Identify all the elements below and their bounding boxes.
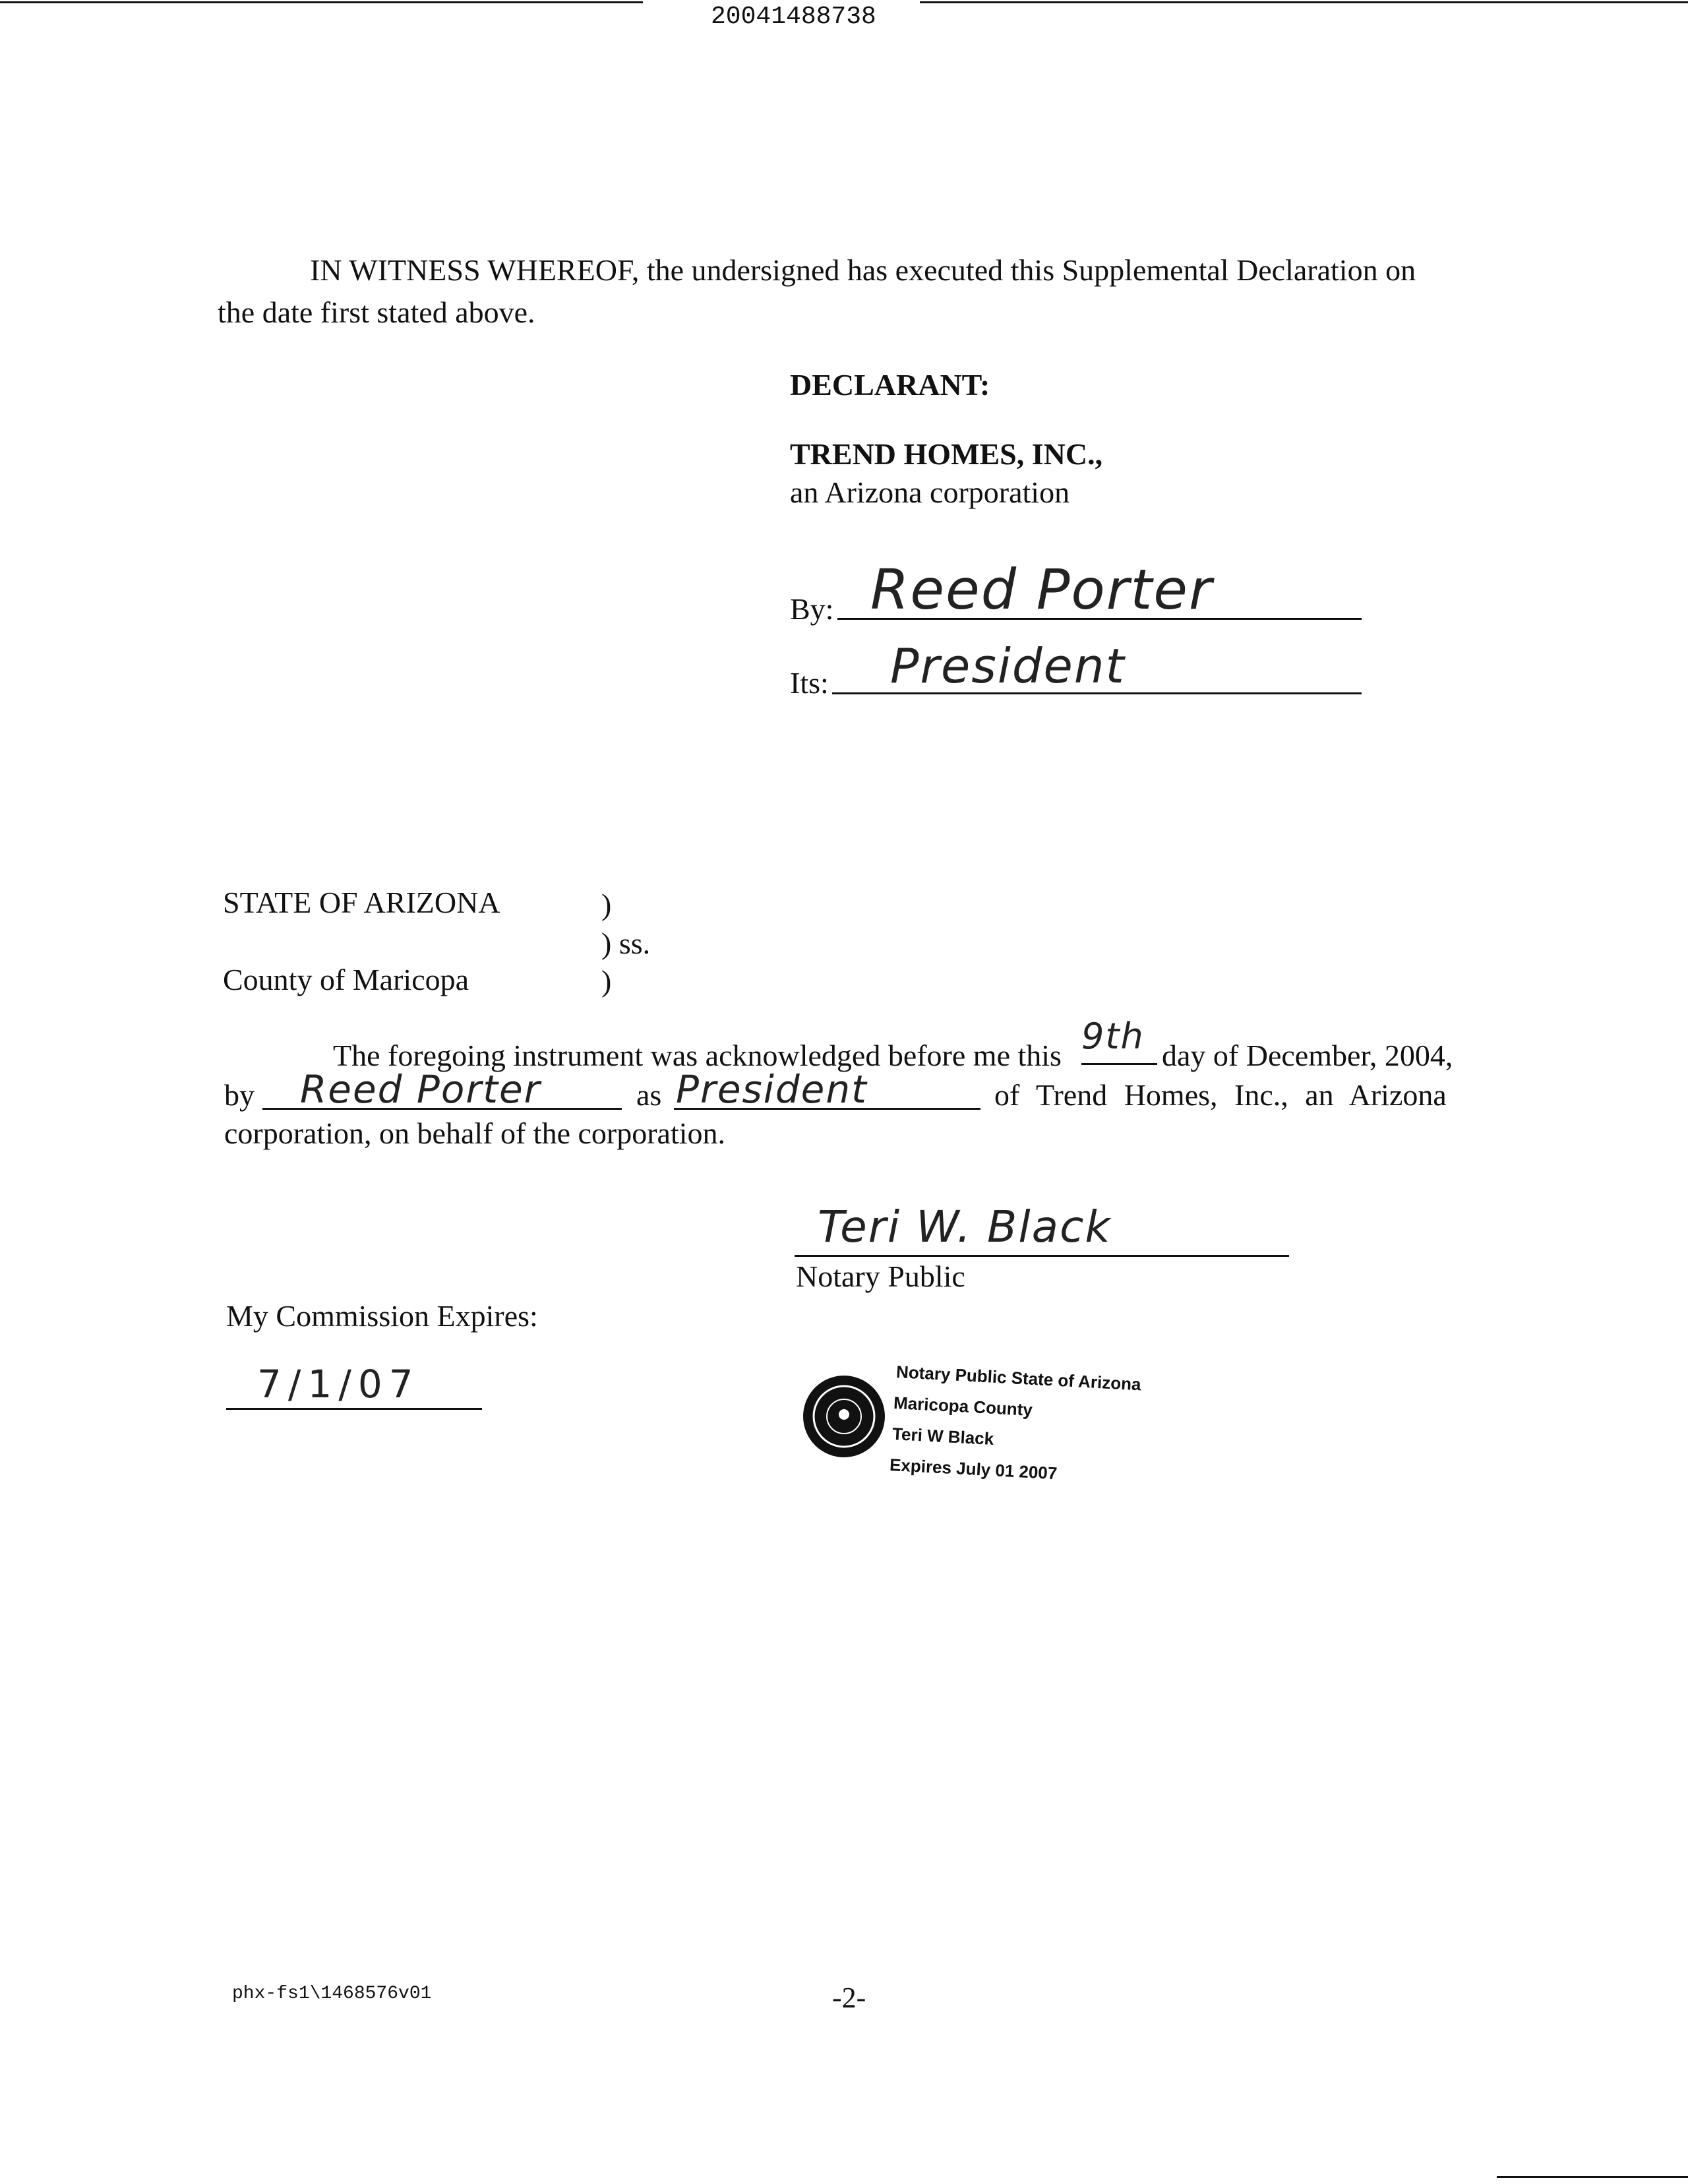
notary-label: Notary Public [796, 1259, 965, 1293]
ack-name-line [262, 1108, 622, 1110]
ack-part-2: day of December, 2004, [1162, 1039, 1453, 1072]
witness-line-1: IN WITNESS WHEREOF, the undersigned has executed this Supplemental Declaration on [310, 253, 1416, 287]
venue-state: STATE OF ARIZONA [223, 886, 500, 919]
commission-date-line [226, 1408, 482, 1410]
company-name: TREND HOMES, INC., [790, 437, 1103, 471]
by-label: By: [790, 592, 834, 626]
footer-doc-id: phx-fs1\1468576v01 [232, 1984, 432, 2004]
ack-part-3: of Trend Homes, Inc., an Arizona [994, 1078, 1447, 1112]
its-label: Its: [790, 666, 829, 700]
ack-title: President [676, 1067, 868, 1112]
ack-part-1: The foregoing instrument was acknowledged before me this [333, 1039, 1062, 1072]
notary-signature-line [795, 1255, 1289, 1257]
company-type: an Arizona corporation [790, 475, 1070, 509]
ack-day: 9th [1081, 1016, 1145, 1057]
seal-line-1: Notary Public State of Arizona [895, 1362, 1142, 1395]
bottom-scan-mark [1497, 2176, 1688, 2178]
declarant-heading: DECLARANT: [790, 368, 990, 402]
notary-seal-emblem [801, 1374, 887, 1459]
notary-signature: Teri W. Black [818, 1201, 1112, 1252]
seal-line-3: Teri W Black [891, 1424, 994, 1449]
ack-as-label: as [636, 1078, 662, 1112]
witness-line-2: the date first stated above. [218, 295, 535, 329]
ack-day-line [1081, 1063, 1157, 1065]
by-signature: Reed Porter [870, 557, 1213, 622]
venue-paren-1: ) [601, 888, 612, 921]
document-number: 20041488738 [711, 3, 876, 31]
page-number: -2- [832, 1982, 866, 2014]
ack-by-label: by [224, 1078, 255, 1112]
seal-line-4: Expires July 01 2007 [889, 1455, 1058, 1484]
ack-name: Reed Porter [300, 1067, 541, 1112]
venue-county: County of Maricopa [223, 963, 469, 996]
top-border-left [0, 1, 643, 3]
venue-paren-3: ) [601, 964, 612, 998]
commission-label: My Commission Expires: [226, 1299, 538, 1333]
ack-title-line [674, 1108, 980, 1110]
its-value: President [890, 638, 1126, 694]
seal-line-2: Maricopa County [893, 1393, 1033, 1420]
top-border-right [920, 1, 1688, 3]
venue-ss: ) ss. [601, 926, 651, 960]
ack-line-3: corporation, on behalf of the corporation. [224, 1116, 726, 1150]
commission-date: 7/1/07 [257, 1362, 420, 1407]
